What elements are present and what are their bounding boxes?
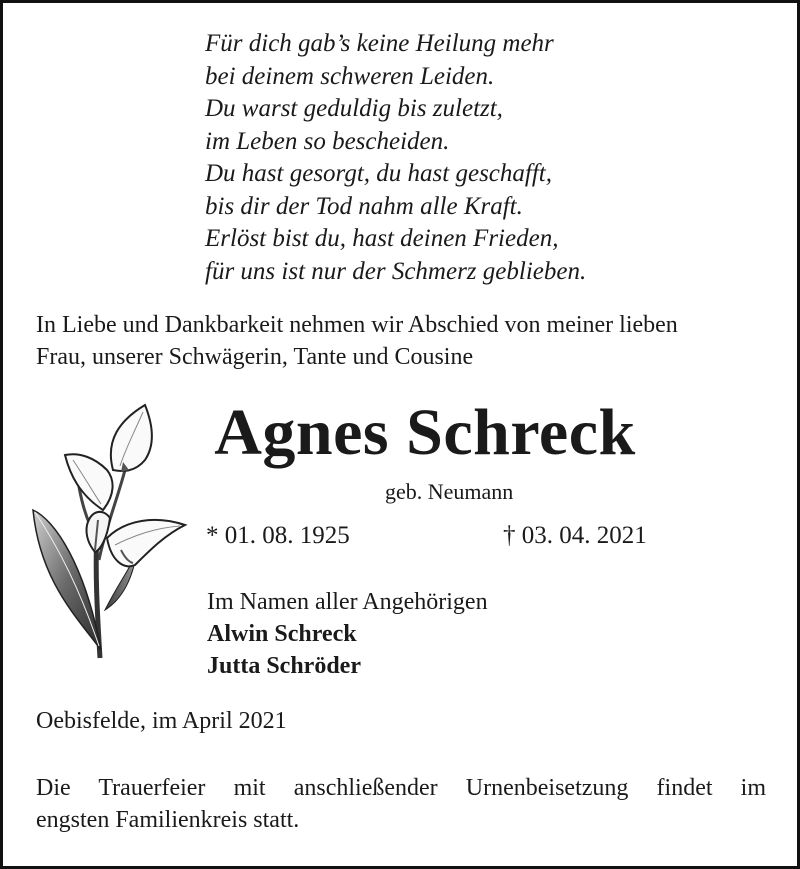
intro-line: Frau, unserer Schwägerin, Tante und Cousine xyxy=(36,344,474,370)
deceased-name: Agnes Schreck xyxy=(214,396,636,469)
poem-line: Für dich gab’s keine Heilung mehr xyxy=(205,30,554,57)
mourner-name: Alwin Schreck xyxy=(207,621,357,647)
poem-line: im Leben so bescheiden. xyxy=(205,127,450,155)
funeral-line: Die Trauerfeier mit anschließender Urnenbeisetzung findet im xyxy=(36,775,766,801)
poem xyxy=(205,28,586,288)
mourner-name: Jutta Schröder xyxy=(207,653,361,679)
poem-line: bei deinem schweren Leiden. xyxy=(205,62,495,90)
mourners-label: Im Namen aller Angehörigen xyxy=(207,589,488,615)
poem-line: Du warst geduldig bis zuletzt, xyxy=(205,95,503,122)
farewell-intro xyxy=(36,309,771,373)
funeral-notice xyxy=(36,772,766,836)
poem-line: für uns ist nur der Schmerz geblieben. xyxy=(205,257,587,285)
maiden-name: geb. Neumann xyxy=(385,479,514,504)
intro-line: In Liebe und Dankbarkeit nehmen wir Abschied von meiner lieben xyxy=(36,312,678,338)
mourners xyxy=(207,586,488,682)
poem-line: Du hast gesorgt, du hast geschafft, xyxy=(205,160,552,187)
funeral-line: engsten Familienkreis statt. xyxy=(36,807,300,833)
poem-line: Erlöst bist du, hast deinen Frieden, xyxy=(205,225,559,252)
death-date: † 03. 04. 2021 xyxy=(503,522,647,549)
birth-date: * 01. 08. 1925 xyxy=(206,522,350,549)
poem-line: bis dir der Tod nahm alle Kraft. xyxy=(205,192,523,220)
place-date: Oebisfelde, im April 2021 xyxy=(36,708,287,734)
